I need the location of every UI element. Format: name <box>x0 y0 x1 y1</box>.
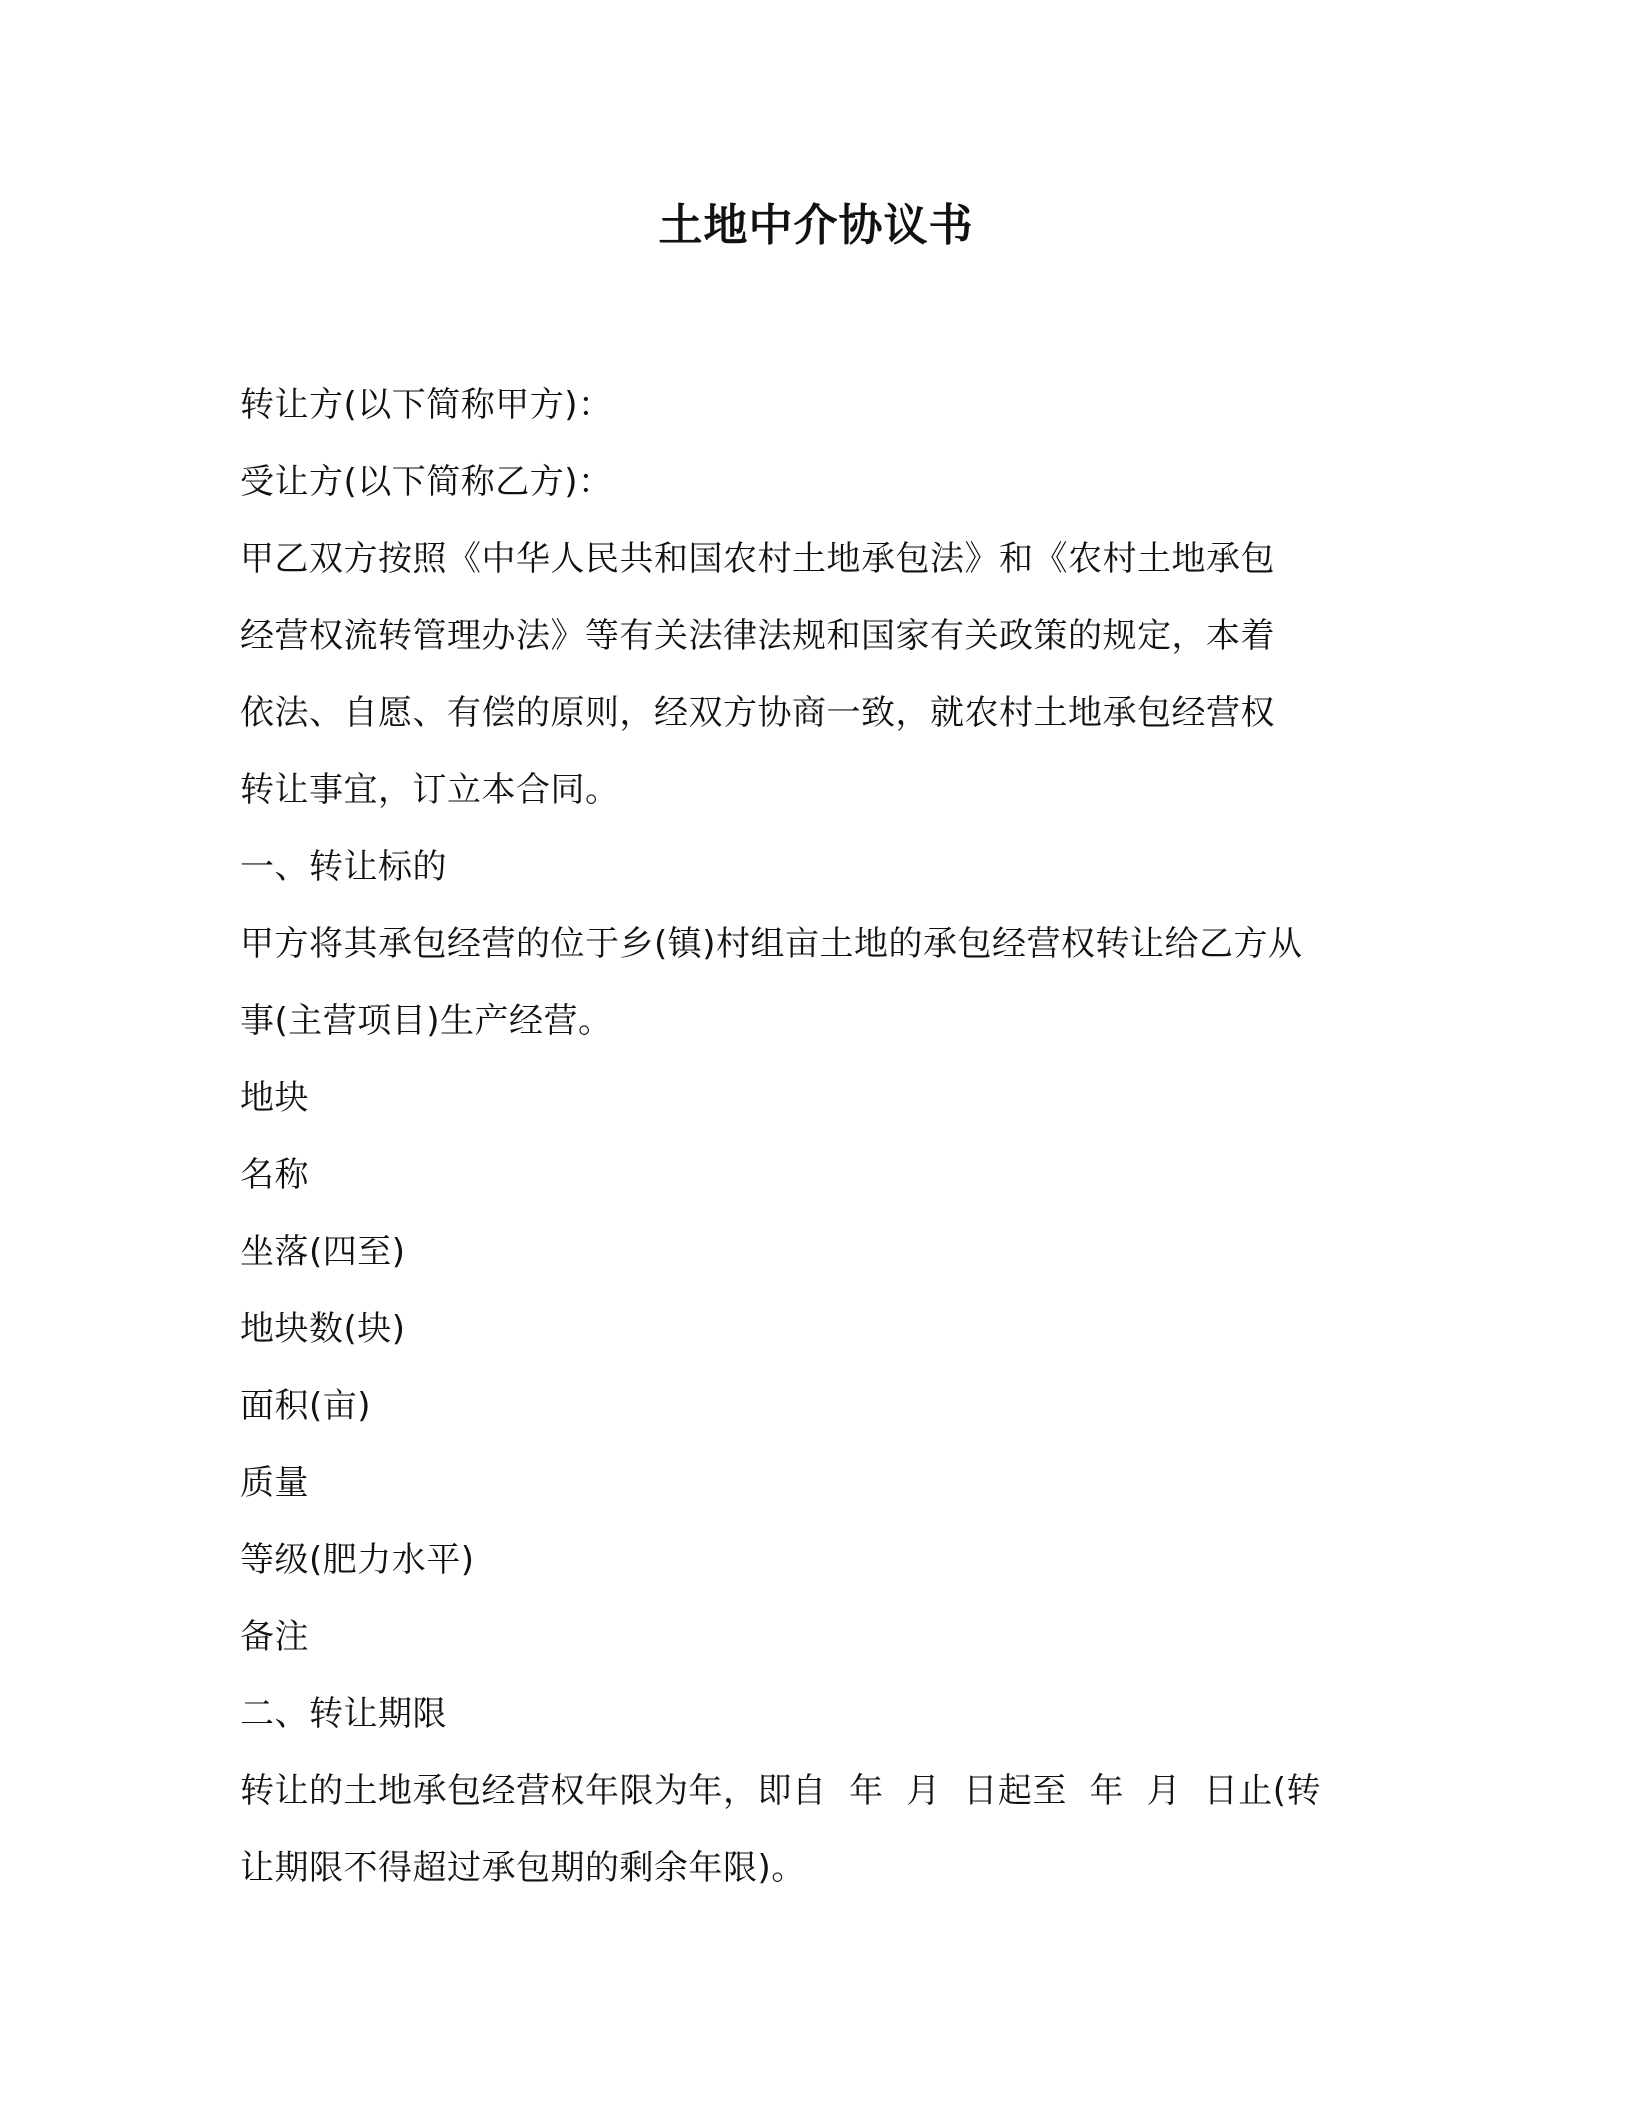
section-heading-transfer-subject: 一、转让标的 <box>240 847 447 887</box>
party-b-line: 受让方(以下简称乙方)： <box>240 462 613 502</box>
transfer-subject-line: 甲方将其承包经营的位于乡(镇)村组亩土地的承包经营权转让给乙方从 <box>240 924 1303 964</box>
field-location: 坐落(四至) <box>240 1232 406 1272</box>
field-remarks: 备注 <box>240 1617 309 1657</box>
field-name: 名称 <box>240 1155 309 1195</box>
field-quality: 质量 <box>240 1463 309 1503</box>
preamble-line: 依法、自愿、有偿的原则，经双方协商一致，就农村土地承包经营权 <box>240 693 1275 733</box>
section-heading-transfer-term: 二、转让期限 <box>240 1694 447 1734</box>
field-plot-count: 地块数(块) <box>240 1309 406 1349</box>
document-title: 土地中介协议书 <box>658 200 974 251</box>
transfer-term-line: 让期限不得超过承包期的剩余年限)。 <box>240 1848 806 1888</box>
transfer-subject-line: 事(主营项目)生产经营。 <box>240 1001 613 1041</box>
field-plot: 地块 <box>240 1078 309 1118</box>
field-grade: 等级(肥力水平) <box>240 1540 475 1580</box>
preamble-line: 经营权流转管理办法》等有关法律法规和国家有关政策的规定，本着 <box>240 616 1275 656</box>
document-body <box>240 367 1400 1907</box>
transfer-term-line: 转让的土地承包经营权年限为年，即自 年 月 日起至 年 月 日止(转 <box>240 1771 1321 1811</box>
preamble-line: 转让事宜，订立本合同。 <box>240 770 620 810</box>
party-a-line: 转让方(以下简称甲方)： <box>240 385 613 425</box>
field-area: 面积(亩) <box>240 1386 372 1426</box>
preamble-line: 甲乙双方按照《中华人民共和国农村土地承包法》和《农村土地承包 <box>240 539 1275 579</box>
